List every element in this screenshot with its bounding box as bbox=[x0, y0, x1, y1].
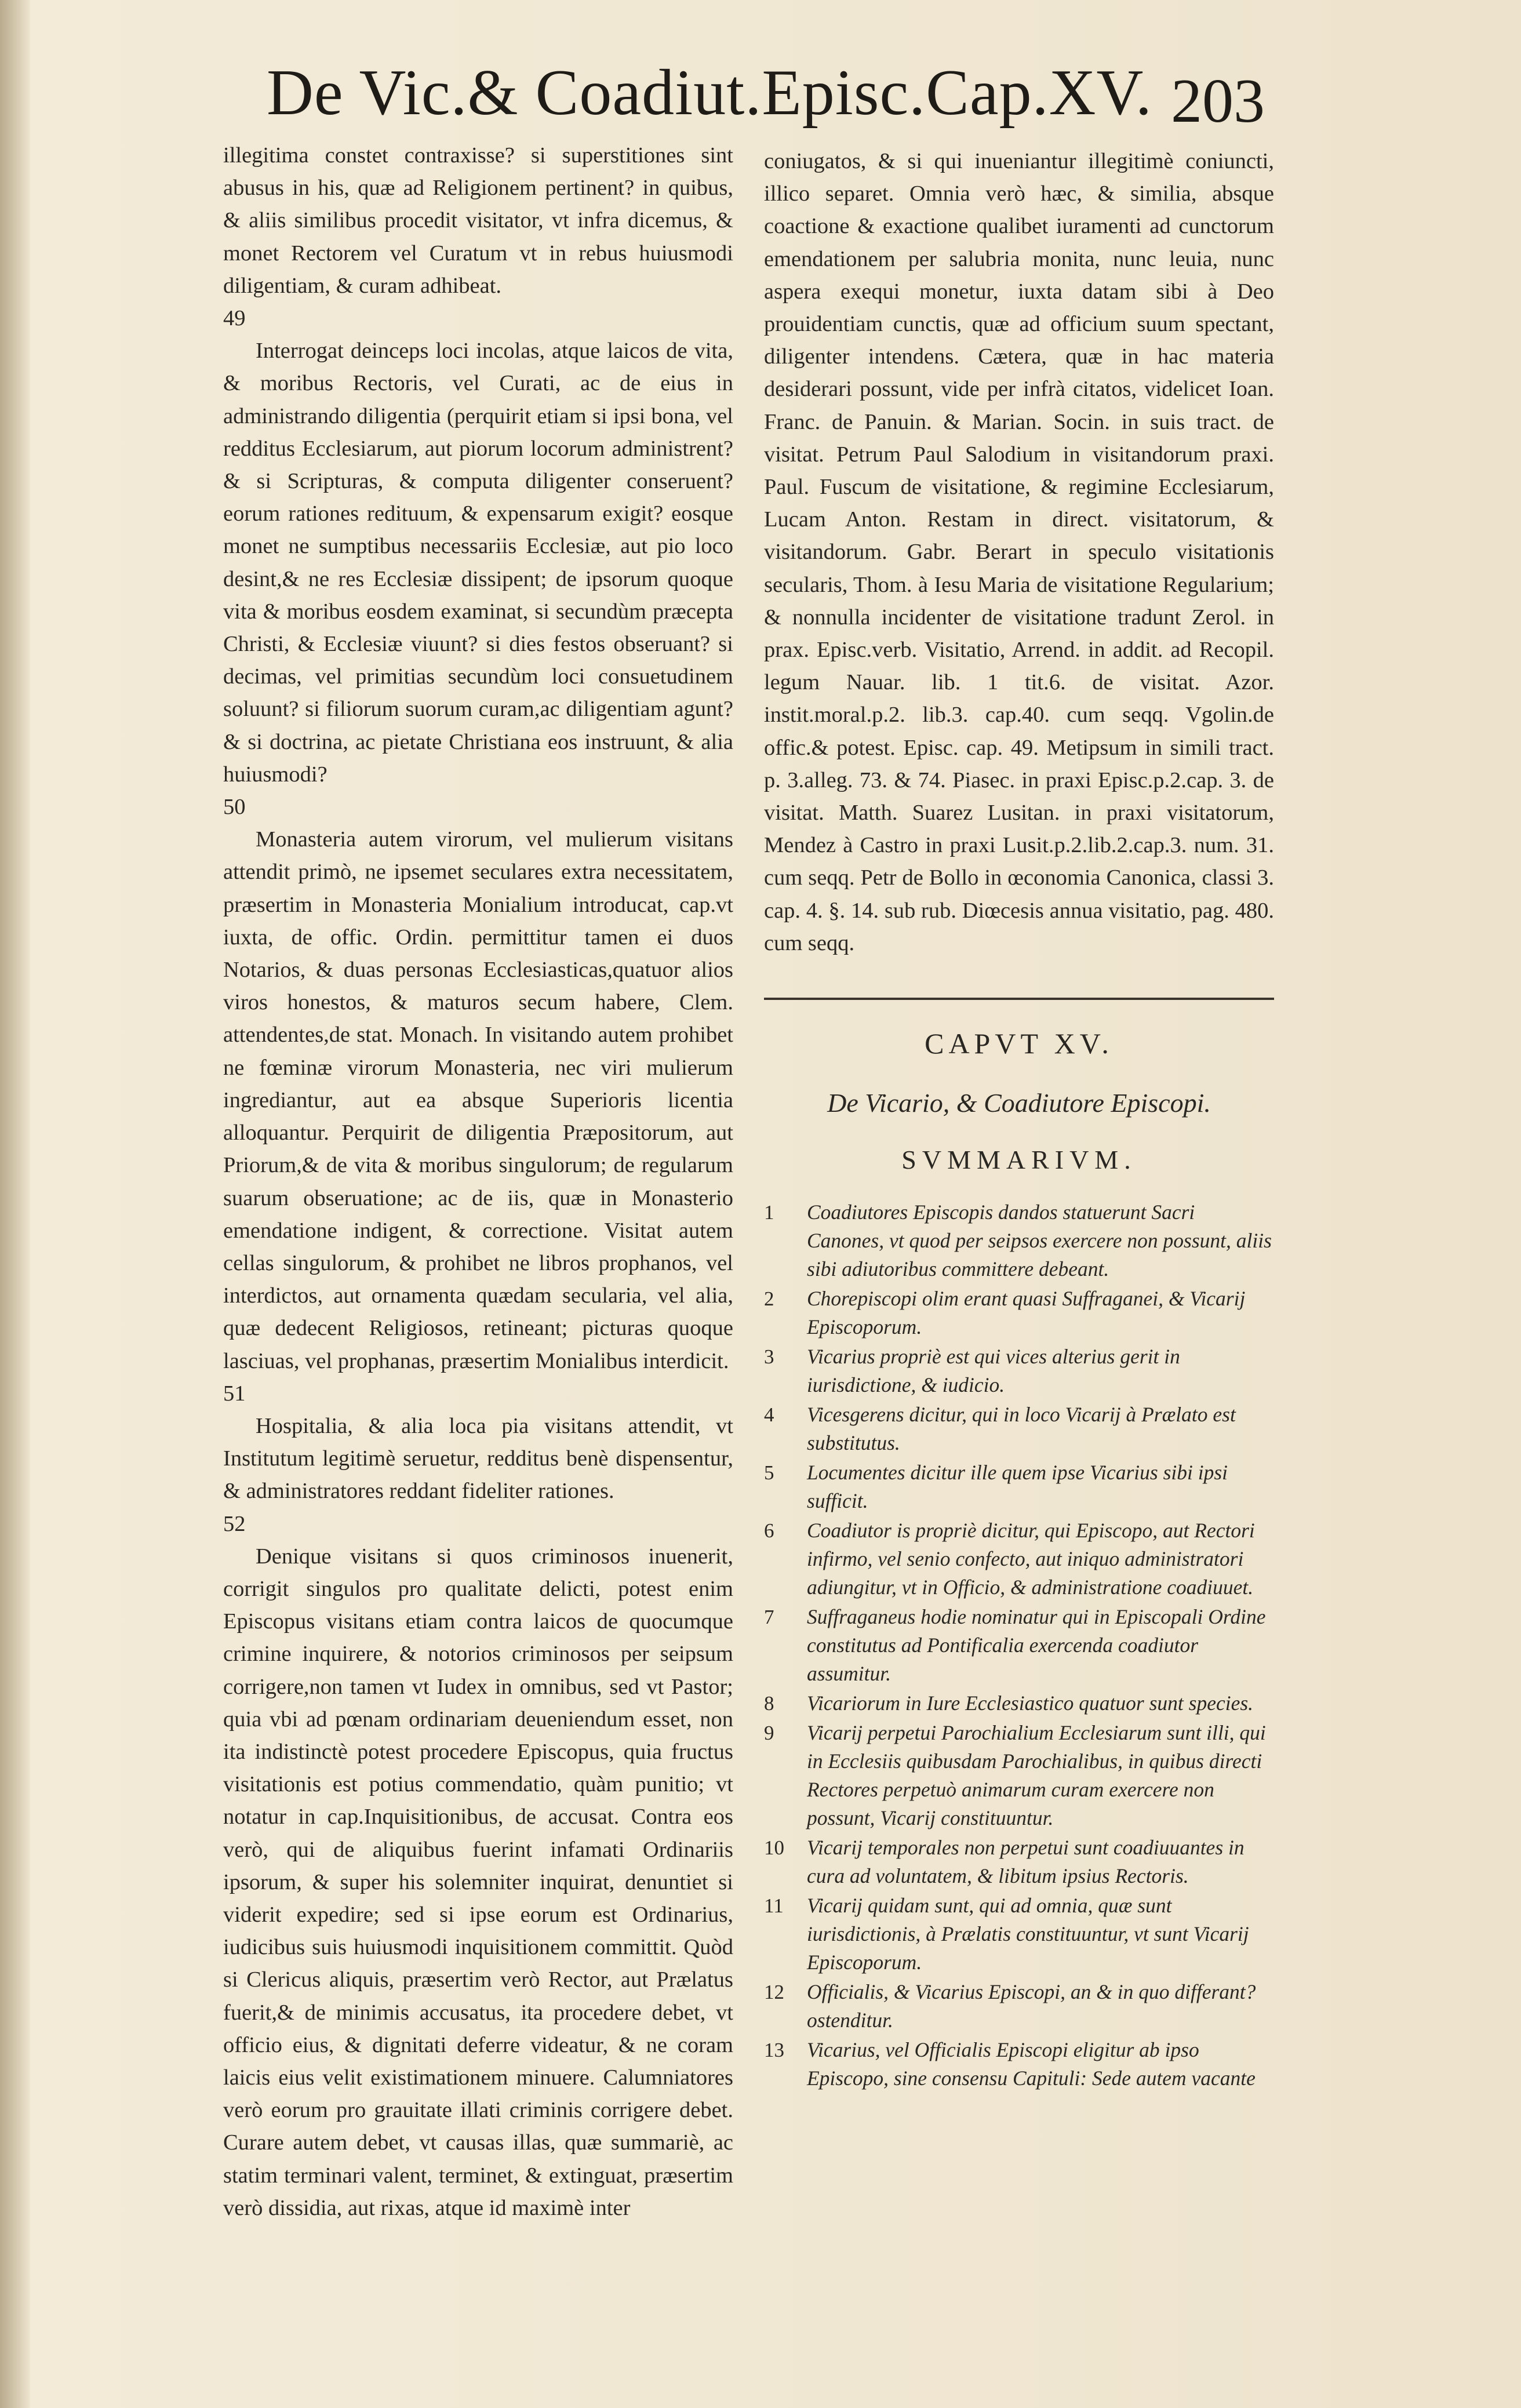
summary-text: Coadiutor is propriè dicitur, qui Episcopo, aut Rectori infirmo, vel senio confecto, aut iniquo administratori adiungitur, vt in Officio, & administratione coadiuuet. bbox=[807, 1519, 1255, 1599]
chapter-title: De Vicario, & Coadiutore Episcopi. bbox=[827, 1088, 1211, 1118]
page-binding-edge bbox=[0, 0, 30, 2408]
summary-text: Vicarius, vel Officialis Episcopi eligitur ab ipso Episcopo, sine consensu Capituli: Sede autem vacante bbox=[807, 2038, 1256, 2090]
summary-item bbox=[764, 1719, 1274, 1832]
page-header bbox=[267, 57, 1310, 136]
summary-item bbox=[764, 1401, 1274, 1457]
summary-number: 7 bbox=[764, 1606, 774, 1629]
paragraph-number: 51 bbox=[223, 1381, 246, 1406]
summary-text: Vicarius propriè est qui vices alterius gerit in iurisdictione, & iudicio. bbox=[807, 1345, 1180, 1397]
summary-item bbox=[764, 1689, 1274, 1718]
continuation-paragraph: coniugatos, & si qui inueniantur illegitimè coniuncti, illico separet. Omnia verò hæc, & similia, absque coactione & exactione qualibet iuramenti ad cunctorum emendationem per salubria monita, nunc leuia, nunc aspera exequi monetur, iuxta datam sibi à Deo prouidentiam cunctis, quæ ad officium suum spectant, diligenter intendens. Cætera, quæ in hac materia desiderari possunt, vide per infrà citatos, videlicet Ioan. Franc. de Panuin. & Marian. Socin. in suis tract. de visitat. Petrum Paul Salodium in visitandorum praxi. Paul. Fuscum de visitatione, & regimine Ecclesiarum, Lucam Anton. Restam in direct. visitatorum, & visitandorum. Gabr. Berart in speculo visitationis secularis, Thom. à Iesu Maria de visitatione Regularium; & nonnulla incidenter de visitatione tradunt Zerol. in prax. Episc.verb. Visitatio, Arrend. in addit. ad Recopil. legum Nauar. lib. 1 tit.6. de visitat. Azor. instit.moral.p.2. lib.3. cap.40. cum seqq. Vgolin.de offic.& potest. Episc. cap. 49. Metipsum in simili tract. p. 3.alleg. 73. & 74. Piasec. in praxi Episc.p.2.cap. 3. de visitat. Matth. Suarez Lusitan. in praxi visitatorum, Mendez à Castro in praxi Lusit.p.2.lib.2.cap.3. num. 31. cum seqq. Petr de Bollo in œconomia Canonica, classi 3. cap. 4. §. 14. sub rub. Diœcesis annua visitatio, pag. 480. cum seqq. bbox=[764, 149, 1274, 955]
summary-item bbox=[764, 2036, 1274, 2093]
summary-heading: SVMMARIVM. bbox=[901, 1145, 1137, 1175]
chapter-label: CAPVT XV. bbox=[925, 1027, 1114, 1060]
summary-number: 4 bbox=[764, 1403, 774, 1427]
summary-text: Vicarij temporales non perpetui sunt coadiuuantes in cura ad voluntatem, & libitum ipsius Rectoris. bbox=[807, 1836, 1245, 1888]
summary-number: 3 bbox=[764, 1345, 774, 1369]
paragraph-number: 50 bbox=[223, 795, 246, 820]
section-divider bbox=[764, 998, 1274, 1000]
left-column bbox=[223, 139, 733, 2224]
paragraph-text: Monasteria autem virorum, vel mulierum visitans attendit primò, ne ipsemet seculares extra necessitatem, præsertim in Monasteria Monialium introducat, cap.vt iuxta, de offic. Ordin. permittitur tamen ei duos Notarios, & duas personas Ecclesiasticas,quatuor alios viros honestos, & maturos secum habere, Clem. attendentes,de stat. Monach. In visitando autem prohibet ne fœminæ virorum Monasteria, nec viri mulierum ingrediantur, aut ea absque Superioris licentia alloquantur. Perquirit de diligentia Præpositorum, aut Priorum,& de vita & moribus singulorum; de regularum suarum obseruatione; ac de iis, quæ in Monasterio emendatione indigent, & correctione. Visitat autem cellas singulorum, & prohibet ne libros prophanos, vel interdictos, aut ornamenta quædam secularia, vel alia, quæ dedecent Religiosos, retineant; picturas quoque lasciuas, vel prophanas, præsertim Monialibus interdicit. bbox=[223, 827, 733, 1373]
summary-text: Coadiutores Episcopis dandos statuerunt Sacri Canones, vt quod per seipsos exercere non possunt, aliis sibi adiutoribus committere debeant. bbox=[807, 1201, 1272, 1281]
paragraph-52 bbox=[223, 1508, 733, 2224]
summary-text: Suffraganeus hodie nominatur qui in Episcopali Ordine constitutus ad Pontificalia exercenda coadiutor assumitur. bbox=[807, 1605, 1266, 1686]
paragraph-text: Hospitalia, & alia loca pia visitans attendit, vt Institutum legitimè seruetur, redditus benè dispensentur, & administratores reddant fideliter rationes. bbox=[223, 1413, 733, 1504]
summary-item bbox=[764, 1285, 1274, 1341]
summary-item bbox=[764, 1516, 1274, 1602]
paragraph-number: 52 bbox=[223, 1511, 246, 1536]
summary-item bbox=[764, 1834, 1274, 1890]
summary-item bbox=[764, 1978, 1274, 2035]
summary-text: Locumentes dicitur ille quem ipse Vicarius sibi ipsi sufficit. bbox=[807, 1461, 1228, 1513]
paragraph-49 bbox=[223, 302, 733, 791]
summary-text: Vicariorum in Iure Ecclesiastico quatuor sunt species. bbox=[807, 1692, 1254, 1715]
running-title: De Vic.& Coadiut.Episc.Cap.XV. bbox=[267, 57, 1152, 129]
summary-text: Chorepiscopi olim erant quasi Suffraganei, & Vicarij Episcoporum. bbox=[807, 1287, 1246, 1339]
summary-number: 10 bbox=[764, 1836, 784, 1860]
paragraph-51 bbox=[223, 1377, 733, 1508]
page-number: 203 bbox=[1171, 67, 1265, 136]
summary-item bbox=[764, 1198, 1274, 1283]
paragraph-text: Denique visitans si quos criminosos inuenerit, corrigit singulos pro qualitate delicti, potest enim Episcopus visitans etiam contra laicos de quocumque crimine inquirere, & notorios criminosos per seipsum corrigere,non tamen vt Iudex in omnibus, sed vt Pastor; quia vbi ad pœnam ordinariam deueniendum esset, non ita indistinctè potest procedere Episcopus, quia fructus visitationis est potius commendatio, quàm punitio; vt notatur in cap.Inquisitionibus, de accusat. Contra eos verò, qui de aliquibus fuerint infamati Ordinariis ipsorum, & super his solemniter inquirat, denuntiet si viderit expedire; sed si ipse eorum est Ordinarius, iudicibus suis huiusmodi inquisitionem committit. Quòd si Clericus aliquis, præsertim verò Rector, aut Prælatus fuerit,& de minimis accusatus, ita procedere debet, vt officio eius, & dignitati deferre videatur, & ne coram laicis eius velit existimationem minuere. Calumniatores verò eorum pro grauitate illati criminis corrigere debet. Curare autem debet, vt causas illas, quæ summariè, ac statim terminari valent, terminet, & extinguat, præsertim verò dissidia, aut rixas, atque id maximè inter bbox=[223, 1544, 733, 2220]
summary-number: 1 bbox=[764, 1201, 774, 1224]
summary-text: Vicesgerens dicitur, qui in loco Vicarij à Prælato est substitutus. bbox=[807, 1403, 1236, 1455]
summary-item bbox=[764, 1458, 1274, 1515]
intro-paragraph: illegitima constet contraxisse? si superstitiones sint abusus in his, quæ ad Religionem pertinent? in quibus, & aliis similibus procedit visitator, vt infra dicemus, & monet Rectorem vel Curatum vt in rebus huiusmodi diligentiam, & curam adhibeat. bbox=[223, 143, 733, 298]
summary-text: Officialis, & Vicarius Episcopi, an & in quo differant? ostenditur. bbox=[807, 1980, 1256, 2032]
summary-item bbox=[764, 1892, 1274, 1977]
summary-item bbox=[764, 1603, 1274, 1688]
summary-item bbox=[764, 1343, 1274, 1399]
summary-number: 13 bbox=[764, 2039, 784, 2062]
summary-text: Vicarij quidam sunt, qui ad omnia, quæ sunt iurisdictionis, à Prælatis constituuntur, vt sunt Vicarij Episcoporum. bbox=[807, 1894, 1249, 1974]
summary-number: 8 bbox=[764, 1692, 774, 1715]
summary-text: Vicarij perpetui Parochialium Ecclesiarum sunt illi, qui in Ecclesiis quibusdam Parochialibus, in quibus directi Rectores perpetuò animarum curam exercere non possunt, Vicarij constituuntur. bbox=[807, 1721, 1266, 1830]
paragraph-number: 49 bbox=[223, 306, 246, 331]
right-column bbox=[764, 145, 1274, 2094]
summary-number: 9 bbox=[764, 1722, 774, 1745]
summary-number: 11 bbox=[764, 1894, 784, 1918]
paragraph-50 bbox=[223, 791, 733, 1377]
summary-list bbox=[764, 1198, 1274, 2093]
paragraph-text: Interrogat deinceps loci incolas, atque laicos de vita, & moribus Rectoris, vel Curati, ac de eius in administrando diligentia (perquirit etiam si ipsi bona, vel redditus Ecclesiarum, aut piorum locorum administrent? & si Scripturas, & computa diligenter conseruent? eorum rationes redituum, & expensarum exigit? eosque monet ne sumptibus necessariis Ecclesiæ, aut pio loco desint,& ne res Ecclesiæ dissipent; de ipsorum quoque vita & moribus eosdem examinat, si secundùm præcepta Christi, & Ecclesiæ viuunt? si dies festos obseruant? si decimas, vel primitias secundùm loci consuetudinem soluunt? si filiorum suorum curam,ac diligentiam agunt? & si doctrina, ac pietate Christiana eos instruunt, & alia huiusmodi? bbox=[223, 339, 733, 787]
summary-number: 5 bbox=[764, 1461, 774, 1485]
summary-number: 12 bbox=[764, 1981, 784, 2004]
summary-number: 2 bbox=[764, 1287, 774, 1311]
summary-number: 6 bbox=[764, 1519, 774, 1543]
